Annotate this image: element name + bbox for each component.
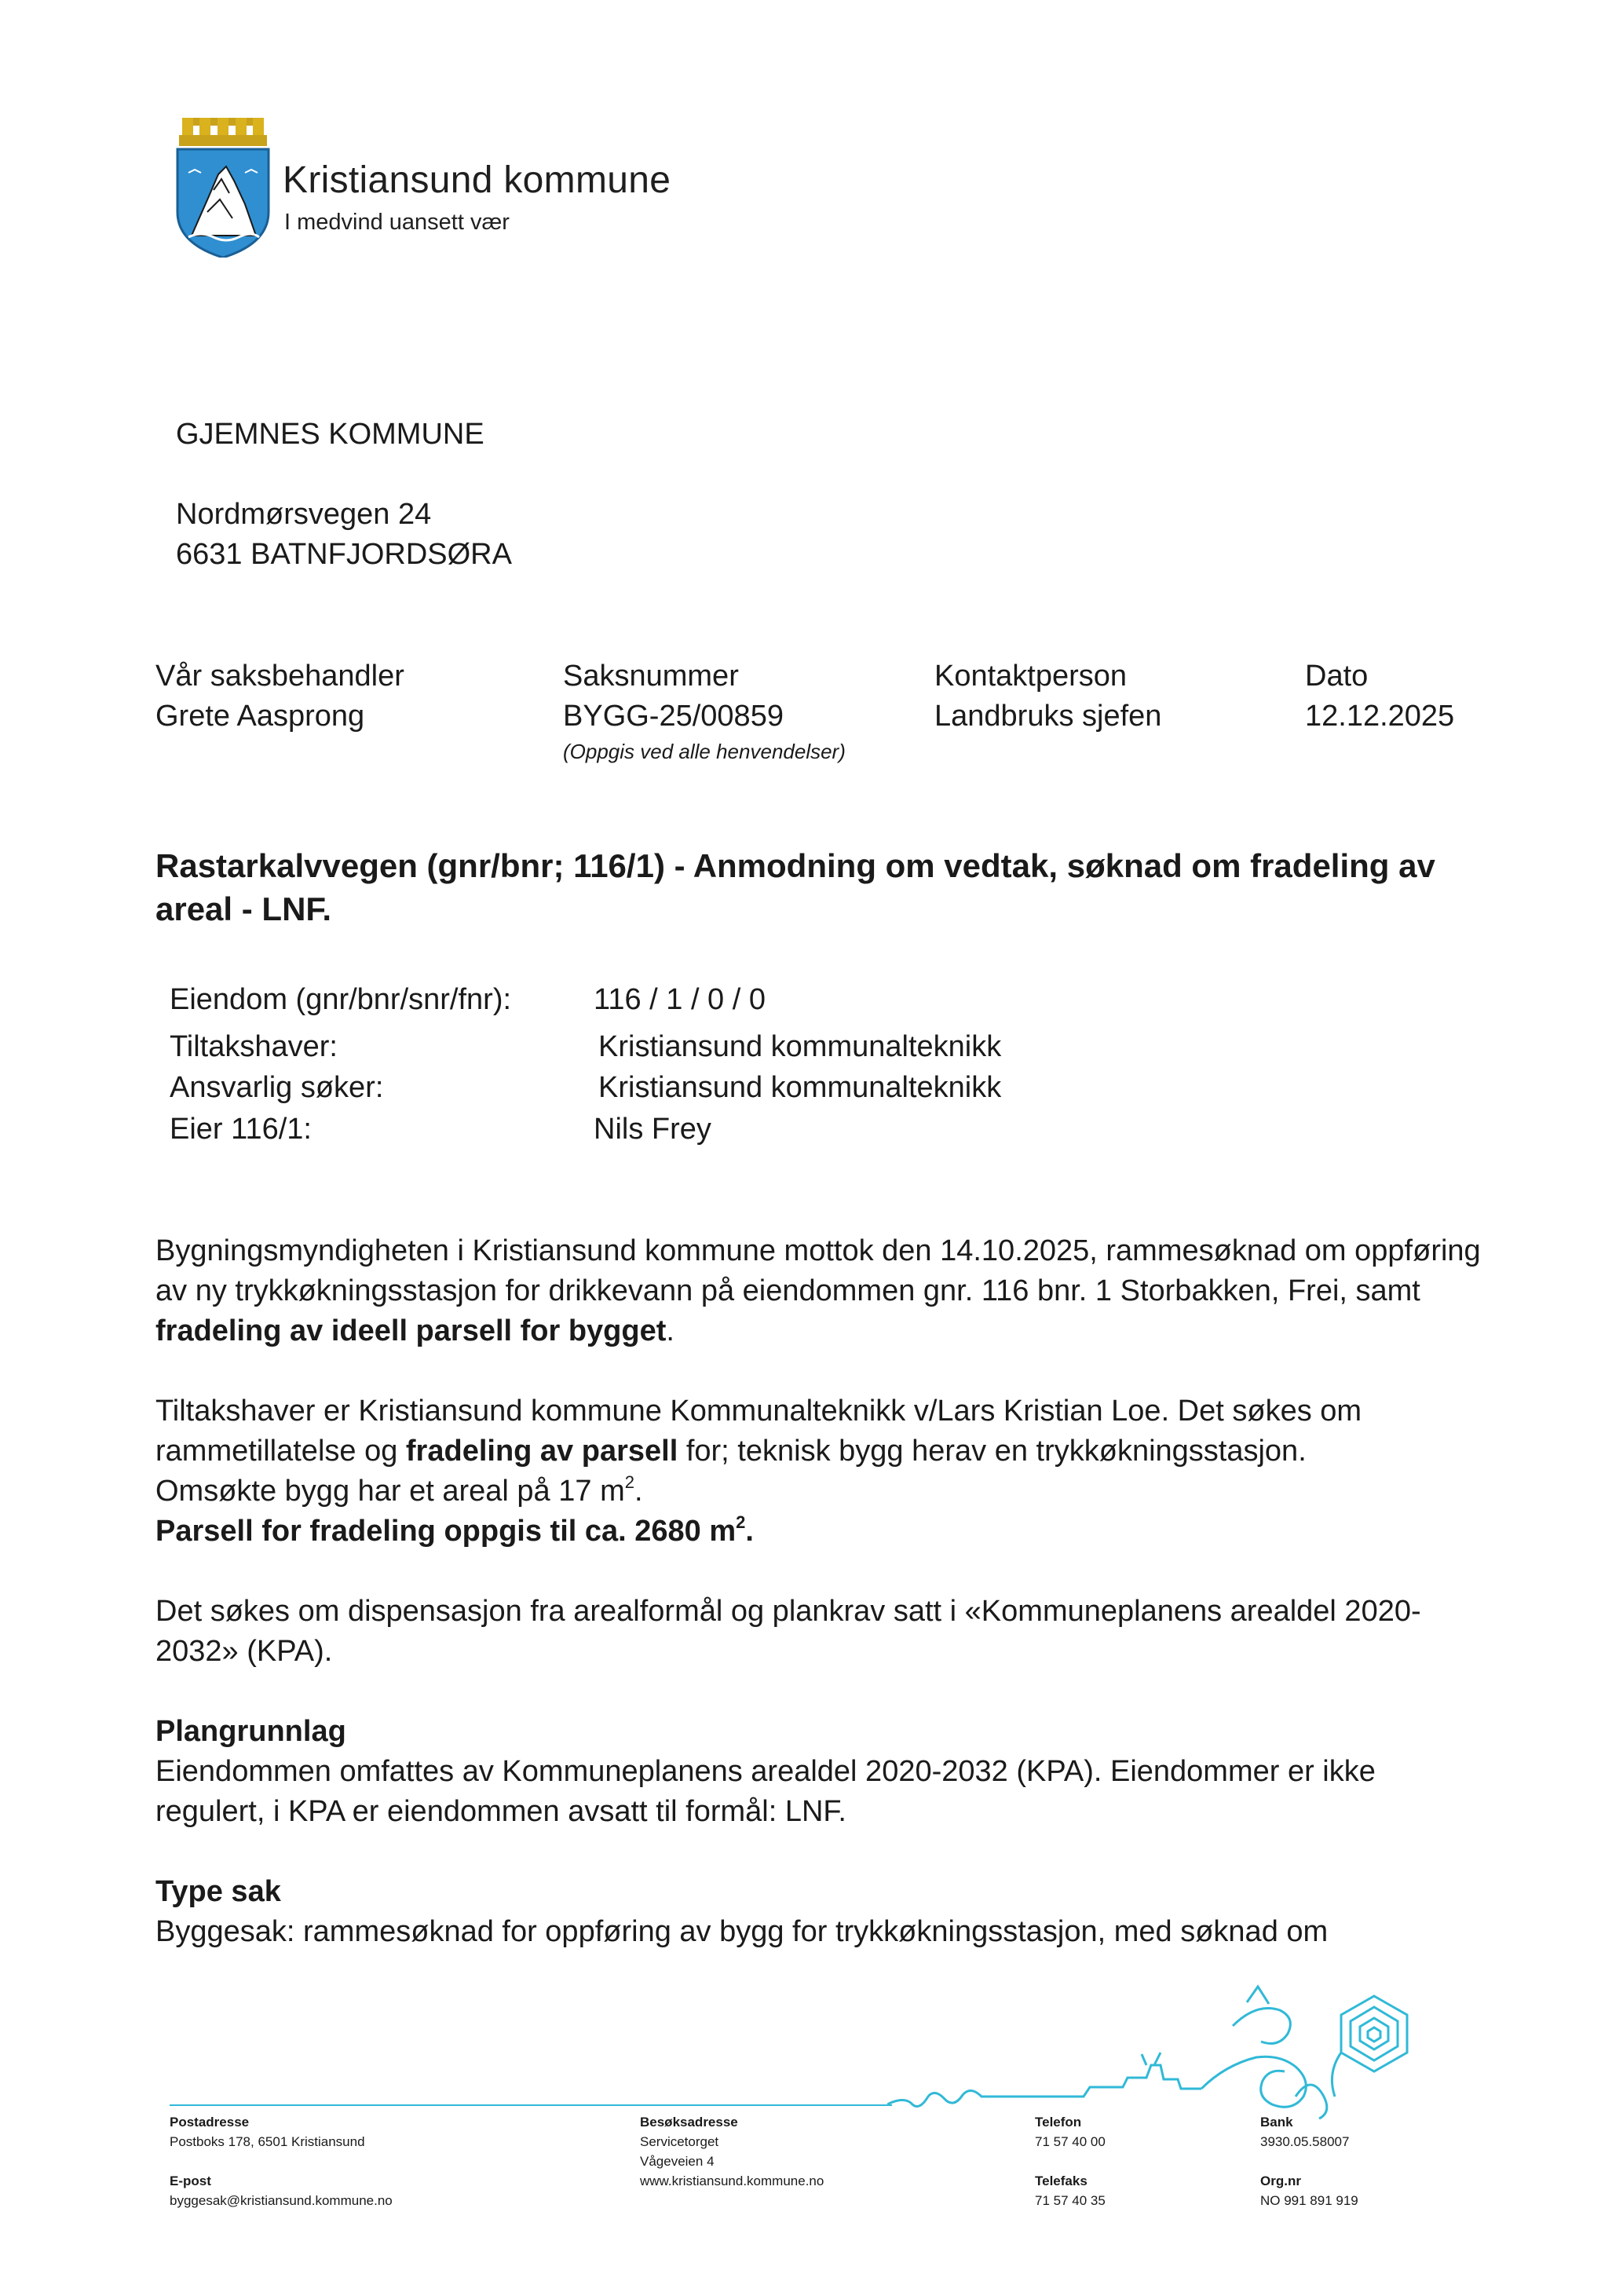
applicant-value: Kristiansund kommunalteknikk	[598, 1071, 1002, 1104]
p2-text-b: for; teknisk bygg herav en trykkøkningsstasjon.	[678, 1435, 1307, 1468]
footer-org-value: NO 991 891 919	[1260, 2193, 1358, 2208]
ref-contact-value: Landbruks sjefen	[934, 700, 1162, 733]
footer-web: www.kristiansund.kommune.no	[640, 2174, 824, 2188]
footer-email-value: byggesak@kristiansund.kommune.no	[170, 2193, 393, 2208]
owner-value: Nils Frey	[594, 1113, 711, 1146]
heading-case-type: Type sak	[155, 1875, 281, 1908]
footer-visit-line1: Servicetorget	[640, 2134, 719, 2149]
ref-case-value: BYGG-25/00859	[563, 700, 784, 733]
ref-case-note: (Oppgis ved alle henvendelser)	[563, 740, 846, 763]
property-value: 116 / 1 / 0 / 0	[594, 983, 766, 1016]
paragraph-case-type: Byggesak: rammesøknad for oppføring av bygg for trykkøkningsstasjon, med søknad om	[155, 1915, 1329, 1948]
ref-handler-label: Vår saksbehandler	[155, 660, 404, 693]
p1-bold: fradeling av ideell parsell for bygget	[155, 1314, 667, 1347]
footer-postal	[170, 2112, 393, 2210]
heading-plan-basis: Plangrunnlag	[155, 1715, 346, 1748]
footer-email-label: E-post	[170, 2174, 211, 2188]
p2-area-end: .	[634, 1475, 643, 1508]
paragraph-plan-basis: Eiendommen omfattes av Kommuneplanens arealdel 2020-2032 (KPA). Eiendommer er ikke regulert, i KPA er eiendommen avsatt til formål: LNF.	[155, 1755, 1376, 1828]
ref-date-value: 12.12.2025	[1305, 700, 1455, 733]
applicant-label: Ansvarlig søker:	[170, 1071, 384, 1104]
footer-phone	[1035, 2112, 1106, 2210]
footer-phone-label: Telefon	[1035, 2115, 1082, 2130]
p1-text: Bygningsmyndigheten i Kristiansund kommune mottok den 14.10.2025, rammesøknad om oppføring av ny trykkøkningsstasjon for drikkevann på eiendommen gnr. 116 bnr. 1 Storbakken, Frei, samt	[155, 1234, 1481, 1307]
footer-bank-value: 3930.05.58007	[1260, 2134, 1350, 2149]
ref-case-label: Saksnummer	[563, 660, 739, 693]
p2-parcel-end: .	[745, 1515, 754, 1548]
coat-of-arms-logo	[174, 118, 272, 258]
p2-parcel-sup: 2	[736, 1512, 746, 1533]
recipient-postal: 6631 BATNFJORDSØRA	[176, 538, 512, 571]
property-label: Eiendom (gnr/bnr/snr/fnr):	[170, 983, 512, 1016]
footer-visit-label: Besøksadresse	[640, 2115, 738, 2130]
ref-handler	[155, 656, 404, 737]
developer-label: Tiltakshaver:	[170, 1030, 338, 1063]
coastline-decoration-icon	[887, 1979, 1421, 2120]
footer-visit-line2: Vågeveien 4	[640, 2154, 715, 2169]
footer-org-label: Org.nr	[1260, 2174, 1301, 2188]
footer-bank	[1260, 2112, 1358, 2210]
footer-fax-value: 71 57 40 35	[1035, 2193, 1106, 2208]
paragraph-application	[155, 1231, 1490, 1351]
paragraph-developer	[155, 1391, 1490, 1552]
p2-area-sup: 2	[624, 1472, 634, 1493]
ref-handler-value: Grete Aasprong	[155, 700, 365, 733]
footer-visit	[640, 2112, 824, 2191]
developer-value: Kristiansund kommunalteknikk	[598, 1030, 1002, 1063]
p2-bold: fradeling av parsell	[405, 1435, 678, 1468]
footer-fax-label: Telefaks	[1035, 2174, 1087, 2188]
org-name: Kristiansund kommune	[283, 159, 671, 201]
footer-phone-value: 71 57 40 00	[1035, 2134, 1106, 2149]
paragraph-dispensation: Det søkes om dispensasjon fra arealformål og plankrav satt i «Kommuneplanens arealdel 2020-2032» (KPA).	[155, 1595, 1421, 1668]
footer-bank-label: Bank	[1260, 2115, 1293, 2130]
recipient-address	[176, 415, 512, 575]
recipient-name: GJEMNES KOMMUNE	[176, 418, 484, 451]
p2-text: Tiltakshaver er Kristiansund kommune Kommunalteknikk v/Lars Kristian Loe. Det søkes om rammetillatelse og	[155, 1395, 1362, 1468]
recipient-street: Nordmørsvegen 24	[176, 498, 432, 531]
org-slogan: I medvind uansett vær	[284, 210, 510, 235]
ref-date	[1305, 656, 1454, 737]
p2-parcel: Parsell for fradeling oppgis til ca. 2680 m	[155, 1515, 737, 1548]
ref-contact	[934, 656, 1161, 737]
footer-post-label: Postadresse	[170, 2115, 250, 2130]
letter-subject: Rastarkalvvegen (gnr/bnr; 116/1) - Anmodning om vedtak, søknad om fradeling av areal - LNF.	[155, 847, 1435, 927]
ref-contact-label: Kontaktperson	[934, 660, 1128, 693]
ref-date-label: Dato	[1305, 660, 1369, 693]
owner-label: Eier 116/1:	[170, 1113, 312, 1146]
ref-case	[563, 656, 846, 765]
footer-divider	[170, 2104, 892, 2106]
footer-post-value: Postboks 178, 6501 Kristiansund	[170, 2134, 365, 2149]
p1-end: .	[666, 1314, 674, 1347]
p2-area: Omsøkte bygg har et areal på 17 m	[155, 1475, 625, 1508]
